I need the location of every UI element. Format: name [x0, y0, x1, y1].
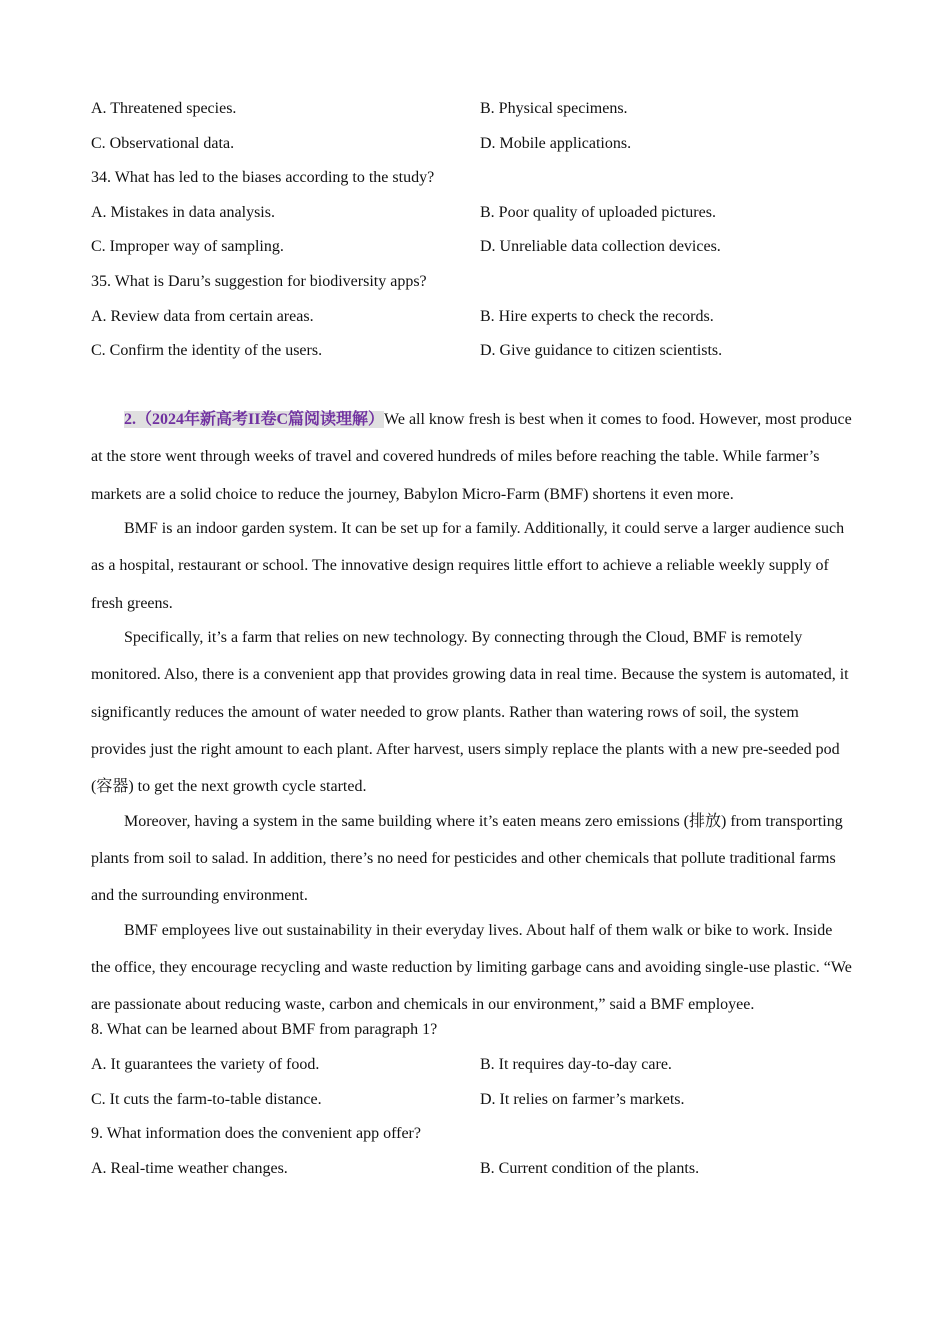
q9-option-b: B. Current condition of the plants. [480, 1159, 700, 1177]
q34-options-row-2 [91, 236, 853, 271]
q34-option-d: D. Unreliable data collection devices. [480, 238, 721, 256]
q33-options-row-2 [91, 133, 853, 168]
q33-option-d: D. Mobile applications. [480, 134, 632, 152]
q9-option-a: A. Real-time weather changes. [91, 1159, 288, 1177]
q8-stem: 8. What can be learned about BMF from paragraph 1? [91, 1021, 438, 1039]
passage-paragraph-1-text: We all know fresh is best when it comes to food. However, most produce at the store went through weeks of travel and covered hundreds of miles before reaching the table. While farmer’s markets are a solid choice to reduce the journey, Babylon Micro-Farm (BMF) shortens it even more. [91, 411, 852, 503]
q33-option-c: C. Observational data. [91, 134, 235, 152]
passage-paragraph-1 [91, 401, 853, 513]
q34-option-b: B. Poor quality of uploaded pictures. [480, 203, 716, 221]
q34-options-row-1 [91, 202, 853, 237]
q35-option-c: C. Confirm the identity of the users. [91, 342, 323, 360]
q8-option-c: C. It cuts the farm-to-table distance. [91, 1090, 322, 1108]
passage-paragraph-4: Moreover, having a system in the same building where it’s eaten means zero emissions (排放) from transporting plants from soil to salad. In addition, there’s no need for pesticides and other chemicals that pollute traditional farms and the surrounding environment. [91, 812, 843, 905]
q8-options-row-2 [91, 1089, 853, 1124]
q34-option-c: C. Improper way of sampling. [91, 238, 284, 256]
q9-stem: 9. What information does the convenient app offer? [91, 1125, 421, 1143]
q35-option-a: A. Review data from certain areas. [91, 307, 314, 325]
passage-paragraph-5: BMF employees live out sustainability in their everyday lives. About half of them walk or bike to work. Inside the office, they encourage recycling and waste reduction by limiting garbage cans and avoiding single-use plastic. “We are passionate about reducing waste, carbon and chemicals in our environment,” said a BMF employee. [91, 921, 852, 1014]
q33-options-row-1 [91, 98, 853, 133]
q9-options-row-1 [91, 1158, 853, 1193]
q33-option-b: B. Physical specimens. [480, 100, 628, 117]
passage-paragraph-3: Specifically, it’s a farm that relies on new technology. By connecting through the Cloud, BMF is remotely monitored. Also, there is a convenient app that provides growing data in real time. Because the system is automated, it significantly reduces the amount of water needed to grow plants. Rather than watering rows of soil, the system provides just the right amount to each plant. After harvest, users simply replace the plants with a new pre-seeded pod (容器) to get the next growth cycle started. [91, 629, 849, 796]
q8-option-d: D. It relies on farmer’s markets. [480, 1090, 685, 1108]
document-page [91, 98, 853, 1192]
passage-paragraph-2: BMF is an indoor garden system. It can be set up for a family. Additionally, it could serve a larger audience such as a hospital, restaurant or school. The innovative design requires little effort to achieve a reliable weekly supply of fresh greens. [91, 520, 845, 612]
passage-source-tag: 2.（2024年新高考II卷C篇阅读理解） [124, 411, 385, 429]
q35-stem: 35. What is Daru’s suggestion for biodiversity apps? [91, 272, 427, 290]
q8-option-a: A. It guarantees the variety of food. [91, 1055, 320, 1073]
q35-option-d: D. Give guidance to citizen scientists. [480, 342, 723, 360]
q34-option-a: A. Mistakes in data analysis. [91, 203, 275, 221]
q35-options-row-1 [91, 306, 853, 341]
q34-stem: 34. What has led to the biases according to the study? [91, 169, 435, 187]
q8-options-row-1 [91, 1054, 853, 1089]
q8-option-b: B. It requires day-to-day care. [480, 1055, 672, 1073]
q35-option-b: B. Hire experts to check the records. [480, 307, 714, 325]
q35-options-row-2 [91, 340, 853, 375]
q33-option-a: A. Threatened species. [91, 100, 237, 117]
